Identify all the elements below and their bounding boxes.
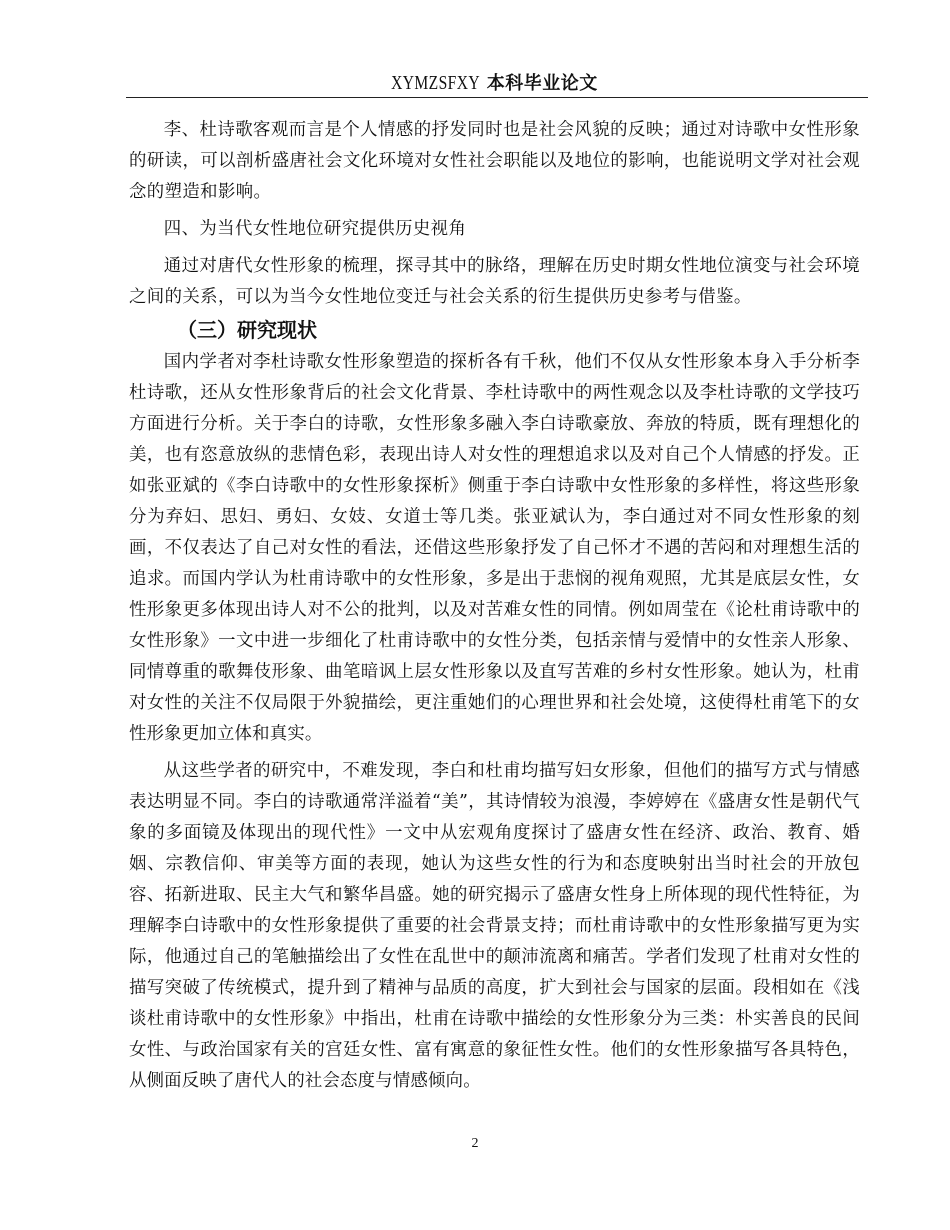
subsection-title: 四、为当代女性地位研究提供历史视角 bbox=[163, 219, 467, 239]
paragraph: 李、杜诗歌客观而言是个人情感的抒发同时也是社会风貌的反映；通过对诗歌中女性形象的研读，可以剖析盛唐社会文化环境对女性社会职能以及地位的影响，也能说明文学对社会观念的塑造和影响。 bbox=[129, 120, 860, 202]
paragraph: 国内学者对李杜诗歌女性形象塑造的探析各有千秋，他们不仅从女性形象本身入手分析李杜诗歌，还从女性形象背后的社会文化背景、李杜诗歌中的两性观念以及李杜诗歌的文学技巧方面进行分析。关于李白的诗歌，女性形象多融入李白诗歌豪放、奔放的特质，既有理想化的美，也有恣意放纵的悲情色彩，表现出诗人对女性的理想追求以及对自己个人情感的抒发。正如张亚斌的《李白诗歌中的女性形象探析》侧重于李白诗歌中女性形象的多样性，将这些形象分为弃妇、思妇、勇妇、女妓、女道士等几类。张亚斌认为，李白通过对不同女性形象的刻画，不仅表达了自己对女性的看法，还借这些形象抒发了自己怀才不遇的苦闷和对理想生活的追求。而国内学认为杜甫诗歌中的女性形象，多是出于悲悯的视角观照，尤其是底层女性，女性形象更多体现出诗人对不公的批判，以及对苦难女性的同情。例如周莹在《论杜甫诗歌中的女性形象》一文中进一步细化了杜甫诗歌中的女性分类，包括亲情与爱情中的女性亲人形象、同情尊重的歌舞伎形象、曲笔暗讽上层女性形象以及直写苦难的乡村女性形象。她认为，杜甫对女性的关注不仅局限于外貌描绘，更注重她们的心理世界和社会处境，这使得杜甫笔下的女性形象更加立体和真实。 bbox=[129, 352, 860, 744]
header-code: XYMZSFXY bbox=[391, 72, 481, 94]
header-title: 本科毕业论文 bbox=[486, 73, 598, 94]
document-body bbox=[129, 115, 860, 1097]
section-heading: （三）研究现状 bbox=[177, 318, 317, 342]
paragraph: 从这些学者的研究中，不难发现，李白和杜甫均描写妇女形象，但他们的描写方式与情感表达明显不同。李白的诗歌通常洋溢着“美”，其诗情较为浪漫，李婷婷在《盛唐女性是朝代气象的多面镜及体现出的现代性》一文中从宏观角度探讨了盛唐女性在经济、政治、教育、婚姻、宗教信仰、审美等方面的表现，她认为这些女性的行为和态度映射出当时社会的开放包容、拓新进取、民主大气和繁华昌盛。她的研究揭示了盛唐女性身上所体现的现代性特征，为理解李白诗歌中的女性形象提供了重要的社会背景支持；而杜甫诗歌中的女性形象描写更为实际，他通过自己的笔触描绘出了女性在乱世中的颠沛流离和痛苦。学者们发现了杜甫对女性的描写突破了传统模式，提升到了精神与品质的高度，扩大到社会与国家的层面。段相如在《浅谈杜甫诗歌中的女性形象》中指出，杜甫在诗歌中描绘的女性形象分为三类：朴实善良的民间女性、与政治国家有关的宫廷女性、富有寓意的象征性女性。他们的女性形象描写各具特色，从侧面反映了唐代人的社会态度与情感倾向。 bbox=[129, 761, 860, 1091]
paragraph: 通过对唐代女性形象的梳理，探寻其中的脉络，理解在历史时期女性地位演变与社会环境之间的关系，可以为当今女性地位变迁与社会关系的衍生提供历史参考与借鉴。 bbox=[129, 256, 860, 307]
page-number: 2 bbox=[471, 1136, 479, 1151]
page-header bbox=[126, 70, 868, 98]
header-text bbox=[126, 70, 868, 97]
